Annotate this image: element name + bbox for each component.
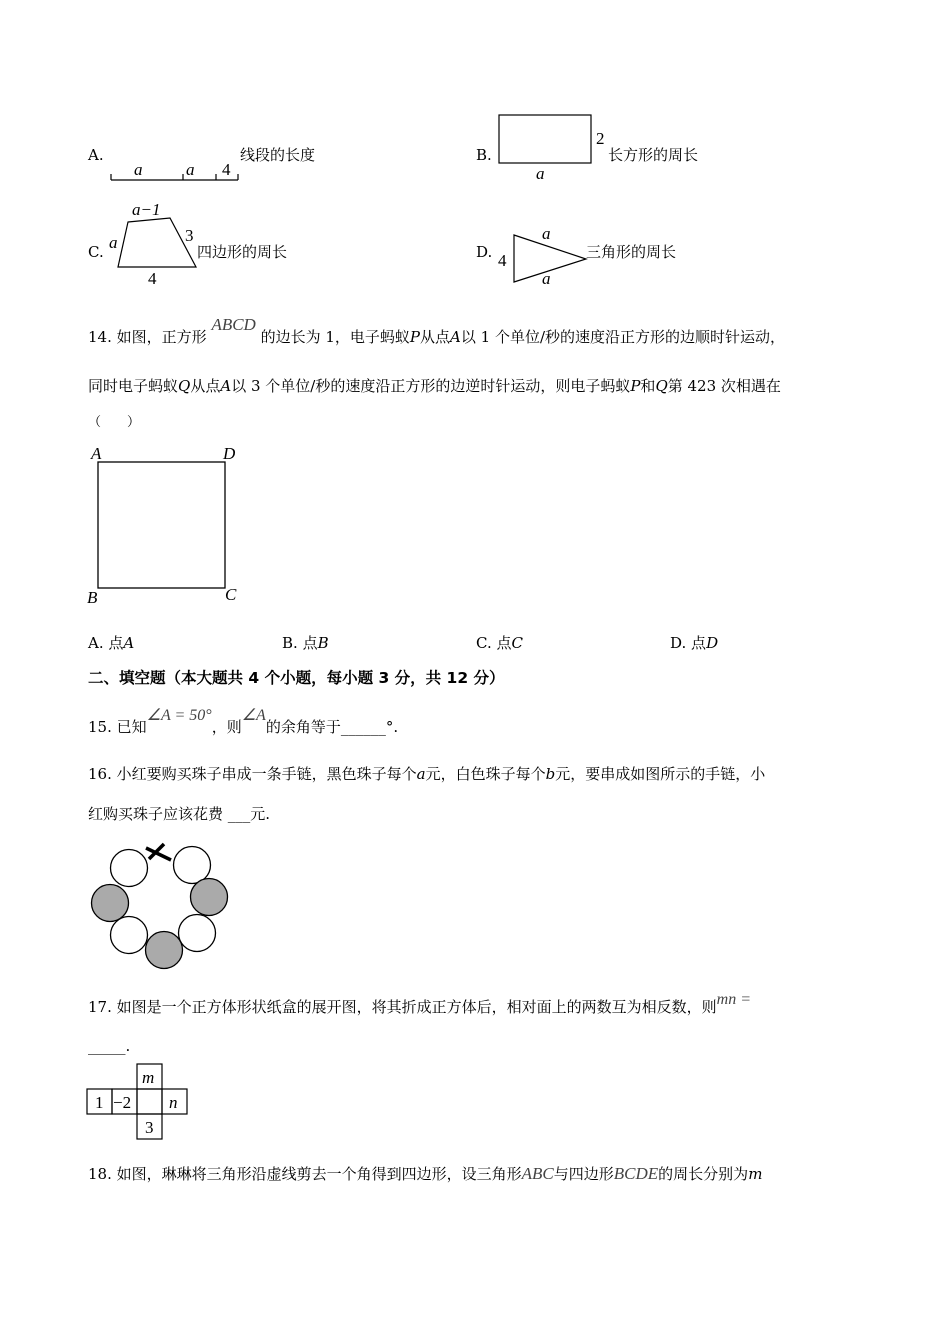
q15-number: 15. bbox=[88, 718, 112, 736]
tri-top-label: a bbox=[542, 224, 551, 243]
q15-text2: ，则 bbox=[211, 718, 242, 736]
q14-l2b: 从点 bbox=[190, 377, 221, 395]
option-b-desc: 长方形的周长 bbox=[608, 146, 699, 164]
q14-p2: P bbox=[630, 377, 641, 395]
q14-paren: （ ） bbox=[88, 415, 141, 430]
q16-a: a bbox=[416, 765, 426, 783]
q14-l2a: 同时电子蚂蚁 bbox=[88, 377, 179, 395]
quadrilateral-figure bbox=[108, 200, 203, 290]
rect-bottom-label: a bbox=[536, 164, 545, 183]
q16-line1 bbox=[88, 765, 765, 783]
q18-text3: 的周长分别为 bbox=[658, 1165, 749, 1183]
q16-text3: 元，要串成如图所示的手链，小 bbox=[555, 765, 766, 783]
opt-text: 点 bbox=[496, 634, 512, 652]
option-a-desc: 线段的长度 bbox=[240, 146, 316, 164]
tri-left-label: 4 bbox=[498, 251, 507, 270]
vertex-c: C bbox=[225, 585, 237, 604]
opt-text: 点 bbox=[108, 634, 124, 652]
white-bead bbox=[111, 917, 148, 954]
q15-math2: ∠A bbox=[241, 707, 266, 724]
q16-b: b bbox=[545, 765, 556, 783]
rectangle-figure bbox=[498, 114, 613, 184]
q17-line2: _____. bbox=[88, 1037, 131, 1055]
q14-line1 bbox=[88, 315, 786, 346]
q18-text2: 与四边形 bbox=[553, 1165, 614, 1183]
cube-net-figure bbox=[85, 1063, 195, 1143]
segment-figure bbox=[108, 155, 243, 190]
q14-abcd: ABCD bbox=[211, 315, 256, 334]
q17-math: mn = bbox=[716, 991, 752, 1008]
q16-line2: 红购买珠子应该花费 ___元. bbox=[88, 805, 271, 823]
option-d-desc: 三角形的周长 bbox=[586, 243, 677, 261]
rect-side-label: 2 bbox=[596, 129, 605, 148]
q14-option-c[interactable] bbox=[476, 634, 523, 652]
opt-var: D bbox=[706, 634, 719, 652]
opt-text: 点 bbox=[302, 634, 318, 652]
white-bead bbox=[179, 915, 216, 952]
q14-q: Q bbox=[178, 377, 191, 395]
q16-number: 16. bbox=[88, 765, 112, 783]
seg3-label: 4 bbox=[222, 160, 231, 179]
q18-line1 bbox=[88, 1165, 762, 1183]
q14-number: 14. bbox=[88, 328, 112, 346]
opt-label: B. bbox=[282, 634, 298, 652]
opt-label: A. bbox=[88, 634, 104, 652]
quad-left-label: a bbox=[109, 233, 118, 252]
triangle-figure bbox=[496, 222, 591, 292]
q14-l2d: 和 bbox=[640, 377, 656, 395]
q18-m: m bbox=[748, 1165, 763, 1183]
q15-text3: 的余角等于______°. bbox=[265, 718, 399, 736]
option-a-label[interactable]: A. bbox=[88, 146, 104, 164]
q14-p: P bbox=[409, 328, 421, 346]
q17-number: 17. bbox=[88, 998, 112, 1016]
cell-n: n bbox=[169, 1093, 178, 1112]
q14-l2e: 第 423 次相遇在 bbox=[667, 377, 781, 395]
vertex-a: A bbox=[91, 444, 102, 463]
vertex-b: B bbox=[87, 588, 98, 607]
bracelet-figure bbox=[88, 840, 238, 975]
q14-text4: 以 1 个单位/秒的速度沿正方形的边顺时针运动， bbox=[460, 328, 786, 346]
cell-m: m bbox=[142, 1068, 155, 1087]
opt-text: 点 bbox=[691, 634, 707, 652]
q17-text: 如图是一个正方体形状纸盒的展开图，将其折成正方体后，相对面上的两数互为相反数，则 bbox=[116, 998, 717, 1016]
option-c-label[interactable]: C. bbox=[88, 243, 104, 261]
q14-text3: 从点 bbox=[420, 328, 451, 346]
q18-number: 18. bbox=[88, 1165, 112, 1183]
q18-bcde: BCDE bbox=[613, 1164, 659, 1183]
option-b-label[interactable]: B. bbox=[476, 146, 492, 164]
square-figure bbox=[85, 443, 245, 608]
q17-line1 bbox=[88, 991, 752, 1017]
opt-label: C. bbox=[476, 634, 492, 652]
q14-text2: 的边长为 1，电子蚂蚁 bbox=[260, 328, 410, 346]
q15-text1: 已知 bbox=[116, 718, 147, 736]
vertex-d: D bbox=[223, 444, 236, 463]
cell-3: 3 bbox=[145, 1118, 154, 1137]
cell-1: 1 bbox=[95, 1093, 104, 1112]
tri-bottom-label: a bbox=[542, 269, 551, 288]
opt-var: A bbox=[123, 634, 135, 652]
q14-a: A bbox=[450, 328, 461, 346]
section-title: 二、填空题（本大题共 4 个小题，每小题 3 分，共 12 分） bbox=[88, 669, 505, 687]
black-bead bbox=[191, 879, 228, 916]
opt-var: C bbox=[511, 634, 523, 652]
white-bead bbox=[174, 847, 211, 884]
q15-math1: ∠A = 50° bbox=[146, 707, 212, 724]
q14-q2: Q bbox=[655, 377, 668, 395]
opt-label: D. bbox=[670, 634, 687, 652]
q18-abc: ABC bbox=[521, 1164, 554, 1183]
quad-right-label: 3 bbox=[185, 226, 194, 245]
q14-option-a[interactable] bbox=[88, 634, 134, 652]
option-d-label[interactable]: D. bbox=[476, 243, 493, 261]
option-c-desc: 四边形的周长 bbox=[197, 243, 288, 261]
q14-option-d[interactable] bbox=[670, 634, 718, 652]
knot-icon bbox=[146, 844, 171, 860]
q16-text1: 小红要购买珠子串成一条手链，黑色珠子每个 bbox=[116, 765, 417, 783]
seg2-label: a bbox=[186, 160, 195, 179]
opt-var: B bbox=[317, 634, 329, 652]
white-bead bbox=[111, 850, 148, 887]
black-bead bbox=[146, 932, 183, 969]
q14-text: 如图，正方形 bbox=[116, 328, 207, 346]
black-bead bbox=[92, 885, 129, 922]
q14-option-b[interactable] bbox=[282, 634, 329, 652]
q18-text1: 如图，琳琳将三角形沿虚线剪去一个角得到四边形，设三角形 bbox=[116, 1165, 522, 1183]
q14-line2 bbox=[88, 377, 781, 395]
seg1-label: a bbox=[134, 160, 143, 179]
q16-text2: 元，白色珠子每个 bbox=[425, 765, 546, 783]
quad-top-label: a−1 bbox=[132, 200, 161, 219]
quad-bottom-label: 4 bbox=[148, 269, 157, 288]
q15-line bbox=[88, 707, 399, 737]
q14-a2: A bbox=[220, 377, 232, 395]
cell-neg2: −2 bbox=[113, 1093, 132, 1112]
q14-l2c: 以 3 个单位/秒的速度沿正方形的边逆时针运动，则电子蚂蚁 bbox=[231, 377, 631, 395]
